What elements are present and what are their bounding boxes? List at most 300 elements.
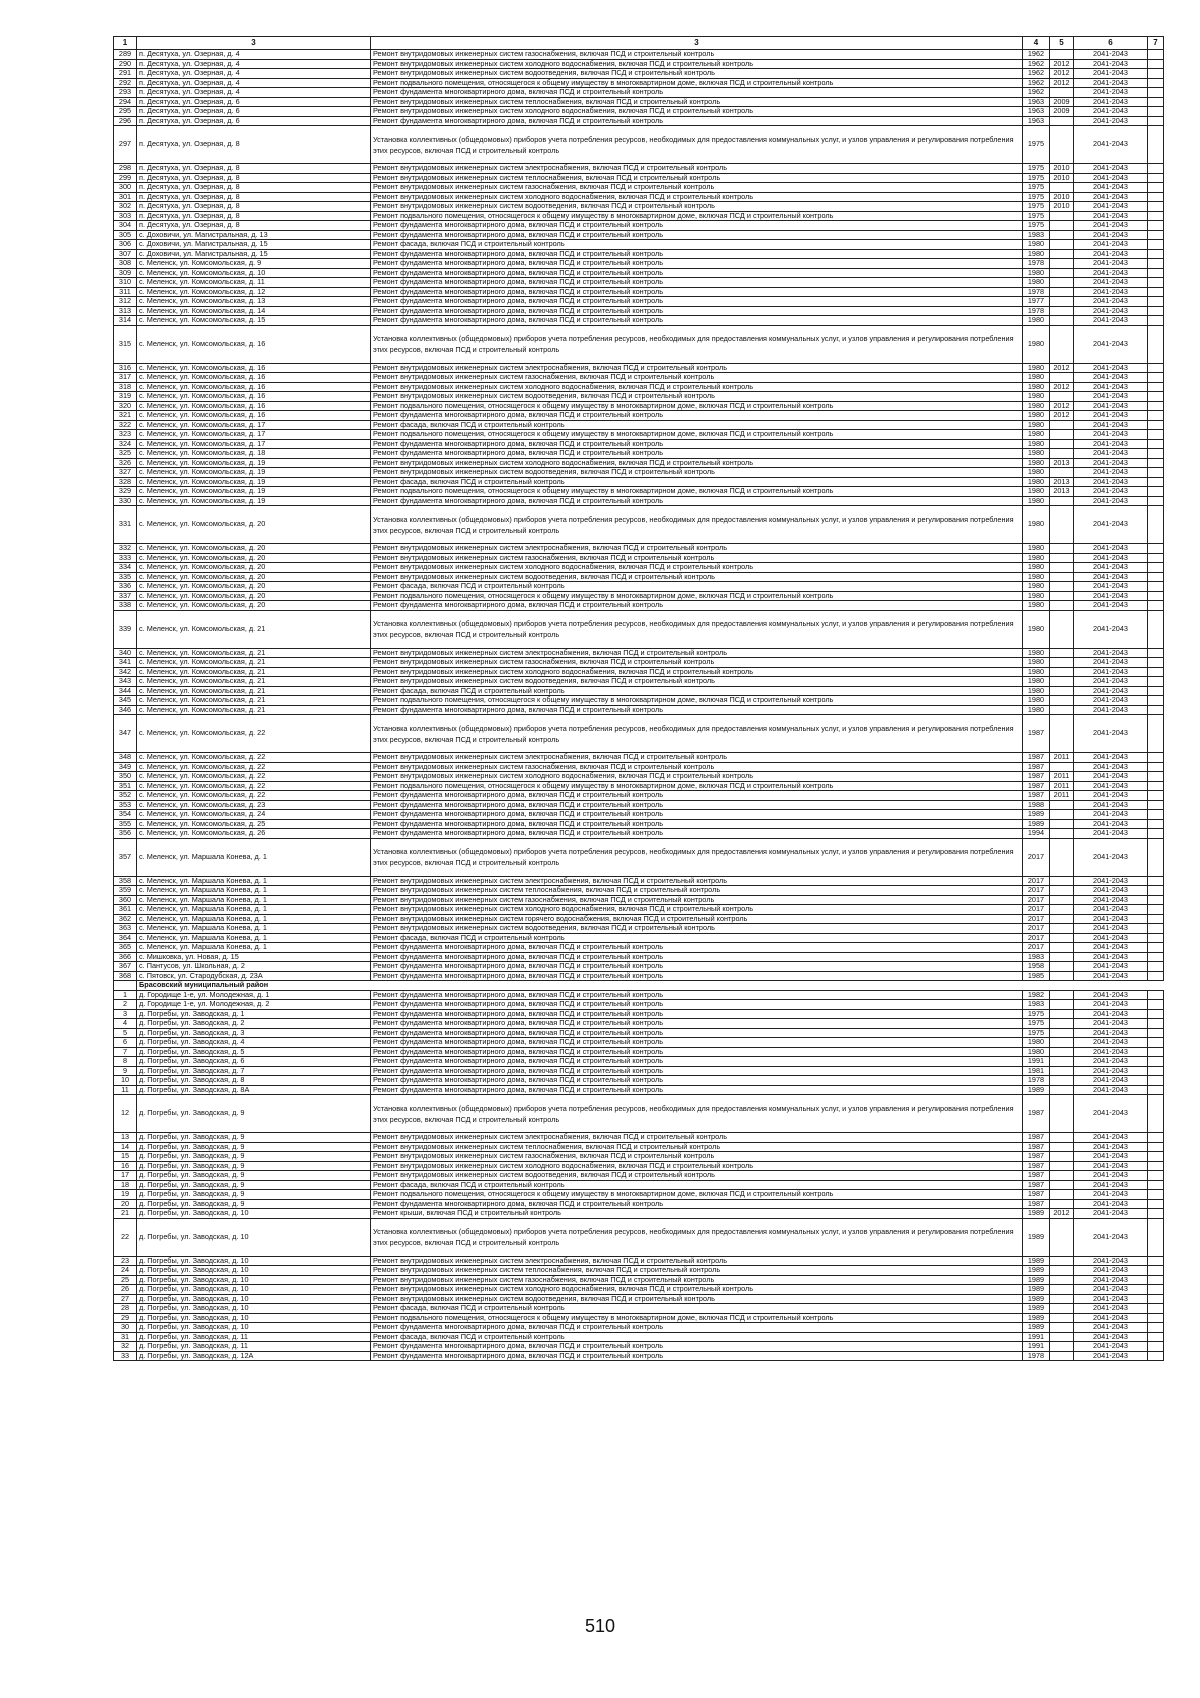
extra-cell <box>1148 78 1164 88</box>
extra-cell <box>1148 1285 1164 1295</box>
built-year-cell: 1975 <box>1023 192 1050 202</box>
row-number-cell: 307 <box>114 249 137 259</box>
extra-cell <box>1148 1038 1164 1048</box>
extra-cell <box>1148 886 1164 896</box>
address-cell: д. Погребы, ул. Заводская, д. 3 <box>137 1028 371 1038</box>
built-year-cell: 1980 <box>1023 677 1050 687</box>
table-row <box>114 211 1164 221</box>
extra-cell <box>1148 392 1164 402</box>
row-number-cell: 342 <box>114 667 137 677</box>
built-year-cell: 1980 <box>1023 686 1050 696</box>
planned-period-cell: 2041-2043 <box>1074 230 1148 240</box>
built-year-cell: 1980 <box>1023 458 1050 468</box>
row-number-cell: 340 <box>114 648 137 658</box>
work-type-cell: Ремонт фундамента многоквартирного дома, включая ПСД и строительный контроль <box>371 962 1023 972</box>
row-number-cell: 318 <box>114 382 137 392</box>
built-year-cell: 1987 <box>1023 1161 1050 1171</box>
extra-cell <box>1148 420 1164 430</box>
planned-period-cell: 2041-2043 <box>1074 753 1148 763</box>
extra-cell <box>1148 791 1164 801</box>
work-type-cell: Ремонт внутридомовых инженерных систем холодного водоснабжения, включая ПСД и строительный контроль <box>371 382 1023 392</box>
row-number-cell: 1 <box>114 990 137 1000</box>
planned-period-cell: 2041-2043 <box>1074 658 1148 668</box>
extra-cell <box>1148 287 1164 297</box>
planned-period-cell: 2041-2043 <box>1074 1095 1148 1133</box>
row-number-cell: 295 <box>114 107 137 117</box>
extra-cell <box>1148 278 1164 288</box>
work-type-cell: Ремонт подвального помещения, относящегося к общему имуществу в многоквартирном доме, включая ПСД и строительный контроль <box>371 78 1023 88</box>
address-cell: с. Меленск, ул. Комсомольская, д. 21 <box>137 658 371 668</box>
built-year-cell: 1980 <box>1023 411 1050 421</box>
extra-cell <box>1148 230 1164 240</box>
table-row <box>114 943 1164 953</box>
built-year-cell: 1982 <box>1023 990 1050 1000</box>
planned-period-cell: 2041-2043 <box>1074 819 1148 829</box>
planned-period-cell: 2041-2043 <box>1074 943 1148 953</box>
address-cell: п. Десятуха, ул. Озерная, д. 4 <box>137 78 371 88</box>
built-year-cell: 1987 <box>1023 762 1050 772</box>
row-number-cell: 322 <box>114 420 137 430</box>
work-type-cell: Ремонт фундамента многоквартирного дома, включая ПСД и строительный контроль <box>371 1076 1023 1086</box>
work-type-cell: Установка коллективных (общедомовых) приборов учета потребления ресурсов, необходимых для предоставления коммунальных услуг, и узлов управления и регулирования потребления этих ресурсов, включая ПСД и строительный контроль <box>371 506 1023 544</box>
work-type-cell: Ремонт внутридомовых инженерных систем водоотведения, включая ПСД и строительный контроль <box>371 677 1023 687</box>
row-number-cell: 367 <box>114 962 137 972</box>
last-repair-year-cell <box>1050 895 1074 905</box>
work-type-cell: Ремонт фундамента многоквартирного дома, включая ПСД и строительный контроль <box>371 1199 1023 1209</box>
last-repair-year-cell <box>1050 1152 1074 1162</box>
extra-cell <box>1148 601 1164 611</box>
address-cell: д. Погребы, ул. Заводская, д. 9 <box>137 1190 371 1200</box>
address-cell: с. Меленск, ул. Комсомольская, д. 19 <box>137 458 371 468</box>
address-cell: с. Меленск, ул. Комсомольская, д. 21 <box>137 705 371 715</box>
table-row <box>114 107 1164 117</box>
address-cell: д. Погребы, ул. Заводская, д. 6 <box>137 1057 371 1067</box>
table-row <box>114 1019 1164 1029</box>
last-repair-year-cell <box>1050 1285 1074 1295</box>
last-repair-year-cell <box>1050 1313 1074 1323</box>
address-cell: с. Меленск, ул. Комсомольская, д. 17 <box>137 430 371 440</box>
last-repair-year-cell <box>1050 1000 1074 1010</box>
address-cell: с. Меленск, ул. Маршала Конева, д. 1 <box>137 943 371 953</box>
extra-cell <box>1148 297 1164 307</box>
built-year-cell: 1980 <box>1023 240 1050 250</box>
address-cell: д. Погребы, ул. Заводская, д. 9 <box>137 1095 371 1133</box>
address-cell: с. Меленск, ул. Комсомольская, д. 25 <box>137 819 371 829</box>
planned-period-cell: 2041-2043 <box>1074 696 1148 706</box>
planned-period-cell: 2041-2043 <box>1074 591 1148 601</box>
work-type-cell: Ремонт внутридомовых инженерных систем холодного водоснабжения, включая ПСД и строительный контроль <box>371 458 1023 468</box>
row-number-cell: 28 <box>114 1304 137 1314</box>
table-row <box>114 933 1164 943</box>
row-number-cell: 345 <box>114 696 137 706</box>
planned-period-cell: 2041-2043 <box>1074 1285 1148 1295</box>
extra-cell <box>1148 1256 1164 1266</box>
work-type-cell: Ремонт фасада, включая ПСД и строительный контроль <box>371 1332 1023 1342</box>
row-number-cell: 349 <box>114 762 137 772</box>
extra-cell <box>1148 59 1164 69</box>
extra-cell <box>1148 411 1164 421</box>
built-year-cell: 1980 <box>1023 601 1050 611</box>
extra-cell <box>1148 553 1164 563</box>
built-year-cell: 1980 <box>1023 430 1050 440</box>
built-year-cell: 1975 <box>1023 173 1050 183</box>
table-row <box>114 601 1164 611</box>
planned-period-cell: 2041-2043 <box>1074 1323 1148 1333</box>
row-number-cell: 19 <box>114 1190 137 1200</box>
work-type-cell: Ремонт внутридомовых инженерных систем водоотведения, включая ПСД и строительный контроль <box>371 69 1023 79</box>
row-number-cell: 302 <box>114 202 137 212</box>
work-type-cell: Ремонт фундамента многоквартирного дома, включая ПСД и строительный контроль <box>371 990 1023 1000</box>
extra-cell <box>1148 373 1164 383</box>
built-year-cell: 1962 <box>1023 69 1050 79</box>
last-repair-year-cell <box>1050 800 1074 810</box>
table-row <box>114 59 1164 69</box>
planned-period-cell: 2041-2043 <box>1074 667 1148 677</box>
built-year-cell: 1978 <box>1023 1351 1050 1361</box>
table-row <box>114 1342 1164 1352</box>
extra-cell <box>1148 1009 1164 1019</box>
planned-period-cell: 2041-2043 <box>1074 192 1148 202</box>
planned-period-cell: 2041-2043 <box>1074 886 1148 896</box>
work-type-cell: Ремонт фундамента многоквартирного дома, включая ПСД и строительный контроль <box>371 705 1023 715</box>
planned-period-cell: 2041-2043 <box>1074 810 1148 820</box>
work-type-cell: Ремонт внутридомовых инженерных систем холодного водоснабжения, включая ПСД и строительный контроль <box>371 905 1023 915</box>
address-cell: с. Меленск, ул. Комсомольская, д. 20 <box>137 591 371 601</box>
address-cell: п. Десятуха, ул. Озерная, д. 4 <box>137 50 371 60</box>
table-row <box>114 420 1164 430</box>
built-year-cell: 1980 <box>1023 544 1050 554</box>
built-year-cell: 1980 <box>1023 591 1050 601</box>
work-type-cell: Ремонт внутридомовых инженерных систем электроснабжения, включая ПСД и строительный контроль <box>371 363 1023 373</box>
planned-period-cell: 2041-2043 <box>1074 97 1148 107</box>
address-cell: с. Меленск, ул. Комсомольская, д. 21 <box>137 648 371 658</box>
extra-cell <box>1148 658 1164 668</box>
table-row <box>114 325 1164 363</box>
row-number-cell: 347 <box>114 715 137 753</box>
table-row <box>114 1294 1164 1304</box>
address-cell: д. Погребы, ул. Заводская, д. 1 <box>137 1009 371 1019</box>
table-body <box>114 50 1164 1361</box>
work-type-cell: Ремонт внутридомовых инженерных систем холодного водоснабжения, включая ПСД и строительный контроль <box>371 772 1023 782</box>
address-cell: с. Меленск, ул. Комсомольская, д. 17 <box>137 420 371 430</box>
extra-cell <box>1148 240 1164 250</box>
row-number-cell: 366 <box>114 952 137 962</box>
work-type-cell: Ремонт внутридомовых инженерных систем горячего водоснабжения, включая ПСД и строительный контроль <box>371 914 1023 924</box>
row-number-cell: 21 <box>114 1209 137 1219</box>
built-year-cell: 1978 <box>1023 287 1050 297</box>
row-number-cell: 12 <box>114 1095 137 1133</box>
address-cell: д. Погребы, ул. Заводская, д. 10 <box>137 1275 371 1285</box>
planned-period-cell: 2041-2043 <box>1074 1038 1148 1048</box>
built-year-cell: 1978 <box>1023 306 1050 316</box>
extra-cell <box>1148 97 1164 107</box>
built-year-cell: 1980 <box>1023 553 1050 563</box>
address-cell: п. Десятуха, ул. Озерная, д. 8 <box>137 164 371 174</box>
row-number-cell: 355 <box>114 819 137 829</box>
table-row <box>114 230 1164 240</box>
header-col-address: 3 <box>137 37 371 50</box>
last-repair-year-cell <box>1050 971 1074 981</box>
extra-cell <box>1148 116 1164 126</box>
table-row <box>114 658 1164 668</box>
built-year-cell: 1980 <box>1023 648 1050 658</box>
row-number-cell: 298 <box>114 164 137 174</box>
extra-cell <box>1148 895 1164 905</box>
table-row <box>114 477 1164 487</box>
address-cell: д. Погребы, ул. Заводская, д. 7 <box>137 1066 371 1076</box>
work-type-cell: Установка коллективных (общедомовых) приборов учета потребления ресурсов, необходимых для предоставления коммунальных услуг, и узлов управления и регулирования потребления этих ресурсов, включая ПСД и строительный контроль <box>371 610 1023 648</box>
address-cell: д. Городище 1-е, ул. Молодежная, д. 2 <box>137 1000 371 1010</box>
last-repair-year-cell <box>1050 1047 1074 1057</box>
row-number-cell: 343 <box>114 677 137 687</box>
planned-period-cell: 2041-2043 <box>1074 1057 1148 1067</box>
address-cell: с. Меленск, ул. Комсомольская, д. 19 <box>137 477 371 487</box>
built-year-cell: 1980 <box>1023 496 1050 506</box>
last-repair-year-cell <box>1050 762 1074 772</box>
last-repair-year-cell <box>1050 249 1074 259</box>
work-type-cell: Ремонт фундамента многоквартирного дома, включая ПСД и строительный контроль <box>371 496 1023 506</box>
built-year-cell: 1980 <box>1023 582 1050 592</box>
address-cell: с. Меленск, ул. Маршала Конева, д. 1 <box>137 905 371 915</box>
last-repair-year-cell <box>1050 1180 1074 1190</box>
built-year-cell: 1962 <box>1023 59 1050 69</box>
built-year-cell: 1980 <box>1023 249 1050 259</box>
built-year-cell: 1980 <box>1023 316 1050 326</box>
address-cell: д. Погребы, ул. Заводская, д. 9 <box>137 1180 371 1190</box>
built-year-cell: 1980 <box>1023 1047 1050 1057</box>
extra-cell <box>1148 962 1164 972</box>
work-type-cell: Ремонт внутридомовых инженерных систем газоснабжения, включая ПСД и строительный контроль <box>371 1152 1023 1162</box>
work-type-cell: Ремонт фундамента многоквартирного дома, включая ПСД и строительный контроль <box>371 971 1023 981</box>
table-row <box>114 278 1164 288</box>
last-repair-year-cell <box>1050 952 1074 962</box>
work-type-cell: Ремонт внутридомовых инженерных систем теплоснабжения, включая ПСД и строительный контроль <box>371 173 1023 183</box>
built-year-cell: 1980 <box>1023 382 1050 392</box>
built-year-cell: 1980 <box>1023 401 1050 411</box>
planned-period-cell: 2041-2043 <box>1074 306 1148 316</box>
row-number-cell: 321 <box>114 411 137 421</box>
row-number-cell: 27 <box>114 1294 137 1304</box>
planned-period-cell: 2041-2043 <box>1074 1066 1148 1076</box>
address-cell: с. Меленск, ул. Комсомольская, д. 14 <box>137 306 371 316</box>
work-type-cell: Ремонт фундамента многоквартирного дома, включая ПСД и строительный контроль <box>371 249 1023 259</box>
built-year-cell: 1989 <box>1023 1218 1050 1256</box>
extra-cell <box>1148 221 1164 231</box>
last-repair-year-cell: 2011 <box>1050 791 1074 801</box>
address-cell: с. Меленск, ул. Комсомольская, д. 23 <box>137 800 371 810</box>
last-repair-year-cell: 2012 <box>1050 69 1074 79</box>
last-repair-year-cell <box>1050 705 1074 715</box>
row-number-cell: 350 <box>114 772 137 782</box>
work-type-cell: Ремонт внутридомовых инженерных систем холодного водоснабжения, включая ПСД и строительный контроль <box>371 192 1023 202</box>
work-type-cell: Ремонт внутридомовых инженерных систем газоснабжения, включая ПСД и строительный контроль <box>371 658 1023 668</box>
row-number-cell: 365 <box>114 943 137 953</box>
address-cell: д. Погребы, ул. Заводская, д. 9 <box>137 1161 371 1171</box>
work-type-cell: Ремонт подвального помещения, относящегося к общему имуществу в многоквартирном доме, включая ПСД и строительный контроль <box>371 211 1023 221</box>
extra-cell <box>1148 126 1164 164</box>
work-type-cell: Установка коллективных (общедомовых) приборов учета потребления ресурсов, необходимых для предоставления коммунальных услуг, и узлов управления и регулирования потребления этих ресурсов, включая ПСД и строительный контроль <box>371 715 1023 753</box>
row-number-cell: 328 <box>114 477 137 487</box>
planned-period-cell: 2041-2043 <box>1074 1294 1148 1304</box>
work-type-cell: Ремонт внутридомовых инженерных систем электроснабжения, включая ПСД и строительный контроль <box>371 876 1023 886</box>
table-row <box>114 952 1164 962</box>
work-type-cell: Ремонт подвального помещения, относящегося к общему имуществу в многоквартирном доме, включая ПСД и строительный контроль <box>371 591 1023 601</box>
built-year-cell: 1980 <box>1023 1038 1050 1048</box>
planned-period-cell: 2041-2043 <box>1074 278 1148 288</box>
table-row <box>114 78 1164 88</box>
extra-cell <box>1148 1294 1164 1304</box>
work-type-cell: Ремонт фундамента многоквартирного дома, включая ПСД и строительный контроль <box>371 411 1023 421</box>
work-type-cell: Ремонт фундамента многоквартирного дома, включая ПСД и строительный контроль <box>371 1038 1023 1048</box>
table-row <box>114 401 1164 411</box>
work-type-cell: Ремонт внутридомовых инженерных систем газоснабжения, включая ПСД и строительный контроль <box>371 762 1023 772</box>
address-cell: с. Меленск, ул. Комсомольская, д. 15 <box>137 316 371 326</box>
extra-cell <box>1148 1152 1164 1162</box>
last-repair-year-cell <box>1050 1171 1074 1181</box>
table-row <box>114 1000 1164 1010</box>
address-cell: с. Меленск, ул. Комсомольская, д. 21 <box>137 696 371 706</box>
table-row <box>114 962 1164 972</box>
work-type-cell: Ремонт подвального помещения, относящегося к общему имуществу в многоквартирном доме, включая ПСД и строительный контроль <box>371 1190 1023 1200</box>
planned-period-cell: 2041-2043 <box>1074 249 1148 259</box>
work-type-cell: Ремонт внутридомовых инженерных систем электроснабжения, включая ПСД и строительный контроль <box>371 164 1023 174</box>
work-type-cell: Установка коллективных (общедомовых) приборов учета потребления ресурсов, необходимых для предоставления коммунальных услуг, и узлов управления и регулирования потребления этих ресурсов, включая ПСД и строительный контроль <box>371 325 1023 363</box>
last-repair-year-cell <box>1050 553 1074 563</box>
extra-cell <box>1148 544 1164 554</box>
extra-cell <box>1148 572 1164 582</box>
planned-period-cell: 2041-2043 <box>1074 430 1148 440</box>
address-cell: с. Меленск, ул. Комсомольская, д. 22 <box>137 781 371 791</box>
table-row <box>114 1038 1164 1048</box>
work-type-cell: Ремонт фундамента многоквартирного дома, включая ПСД и строительный контроль <box>371 800 1023 810</box>
extra-cell <box>1148 363 1164 373</box>
work-type-cell: Ремонт фасада, включая ПСД и строительный контроль <box>371 240 1023 250</box>
address-cell: с. Меленск, ул. Комсомольская, д. 16 <box>137 373 371 383</box>
row-number-cell: 289 <box>114 50 137 60</box>
address-cell: д. Погребы, ул. Заводская, д. 10 <box>137 1313 371 1323</box>
planned-period-cell: 2041-2043 <box>1074 895 1148 905</box>
address-cell: с. Меленск, ул. Комсомольская, д. 22 <box>137 762 371 772</box>
last-repair-year-cell <box>1050 1342 1074 1352</box>
address-cell: п. Десятуха, ул. Озерная, д. 8 <box>137 173 371 183</box>
table-row <box>114 411 1164 421</box>
address-cell: д. Погребы, ул. Заводская, д. 2 <box>137 1019 371 1029</box>
last-repair-year-cell <box>1050 648 1074 658</box>
address-cell: п. Десятуха, ул. Озерная, д. 8 <box>137 126 371 164</box>
work-type-cell: Ремонт подвального помещения, относящегося к общему имуществу в многоквартирном доме, включая ПСД и строительный контроль <box>371 781 1023 791</box>
last-repair-year-cell: 2009 <box>1050 107 1074 117</box>
extra-cell <box>1148 1095 1164 1133</box>
extra-cell <box>1148 173 1164 183</box>
planned-period-cell: 2041-2043 <box>1074 1009 1148 1019</box>
address-cell: п. Десятуха, ул. Озерная, д. 6 <box>137 97 371 107</box>
address-cell: с. Меленск, ул. Комсомольская, д. 12 <box>137 287 371 297</box>
planned-period-cell: 2041-2043 <box>1074 1019 1148 1029</box>
extra-cell <box>1148 1133 1164 1143</box>
last-repair-year-cell <box>1050 449 1074 459</box>
table-row <box>114 924 1164 934</box>
built-year-cell: 2017 <box>1023 838 1050 876</box>
address-cell: с. Меленск, ул. Комсомольская, д. 20 <box>137 572 371 582</box>
built-year-cell: 1989 <box>1023 1275 1050 1285</box>
work-type-cell: Ремонт внутридомовых инженерных систем теплоснабжения, включая ПСД и строительный контроль <box>371 97 1023 107</box>
last-repair-year-cell <box>1050 1133 1074 1143</box>
address-cell: с. Меленск, ул. Комсомольская, д. 16 <box>137 392 371 402</box>
address-cell: с. Меленск, ул. Комсомольская, д. 24 <box>137 810 371 820</box>
built-year-cell: 2017 <box>1023 895 1050 905</box>
last-repair-year-cell <box>1050 933 1074 943</box>
last-repair-year-cell: 2012 <box>1050 411 1074 421</box>
work-type-cell: Установка коллективных (общедомовых) приборов учета потребления ресурсов, необходимых для предоставления коммунальных услуг, и узлов управления и регулирования потребления этих ресурсов, включая ПСД и строительный контроль <box>371 126 1023 164</box>
extra-cell <box>1148 943 1164 953</box>
work-type-cell: Ремонт фасада, включая ПСД и строительный контроль <box>371 582 1023 592</box>
table-row <box>114 1351 1164 1361</box>
address-cell: с. Меленск, ул. Комсомольская, д. 20 <box>137 506 371 544</box>
address-cell: с. Меленск, ул. Комсомольская, д. 16 <box>137 411 371 421</box>
last-repair-year-cell <box>1050 1057 1074 1067</box>
page-number: 510 <box>584 1616 616 1636</box>
table-row <box>114 1313 1164 1323</box>
last-repair-year-cell <box>1050 1085 1074 1095</box>
table-row <box>114 259 1164 269</box>
extra-cell <box>1148 1142 1164 1152</box>
table-row <box>114 192 1164 202</box>
repair-schedule-table <box>113 36 1164 1361</box>
built-year-cell: 1980 <box>1023 705 1050 715</box>
row-number-cell: 312 <box>114 297 137 307</box>
extra-cell <box>1148 800 1164 810</box>
extra-cell <box>1148 914 1164 924</box>
table-row <box>114 1142 1164 1152</box>
table-row <box>114 487 1164 497</box>
table-row <box>114 1190 1164 1200</box>
address-cell: д. Погребы, ул. Заводская, д. 11 <box>137 1342 371 1352</box>
row-number-cell: 335 <box>114 572 137 582</box>
last-repair-year-cell <box>1050 829 1074 839</box>
table-row <box>114 1152 1164 1162</box>
work-type-cell: Ремонт внутридомовых инженерных систем электроснабжения, включая ПСД и строительный контроль <box>371 753 1023 763</box>
last-repair-year-cell <box>1050 373 1074 383</box>
address-cell: с. Меленск, ул. Комсомольская, д. 9 <box>137 259 371 269</box>
planned-period-cell: 2041-2043 <box>1074 211 1148 221</box>
work-type-cell: Установка коллективных (общедомовых) приборов учета потребления ресурсов, необходимых для предоставления коммунальных услуг, и узлов управления и регулирования потребления этих ресурсов, включая ПСД и строительный контроль <box>371 838 1023 876</box>
last-repair-year-cell <box>1050 686 1074 696</box>
work-type-cell: Ремонт внутридомовых инженерных систем электроснабжения, включая ПСД и строительный контроль <box>371 1133 1023 1143</box>
last-repair-year-cell <box>1050 325 1074 363</box>
planned-period-cell: 2041-2043 <box>1074 601 1148 611</box>
work-type-cell: Ремонт внутридомовых инженерных систем газоснабжения, включая ПСД и строительный контроль <box>371 895 1023 905</box>
address-cell: с. Меленск, ул. Маршала Конева, д. 1 <box>137 838 371 876</box>
planned-period-cell: 2041-2043 <box>1074 715 1148 753</box>
section-title: Брасовский муниципальный район <box>137 981 1164 991</box>
planned-period-cell: 2041-2043 <box>1074 924 1148 934</box>
table-row <box>114 1161 1164 1171</box>
address-cell: с. Меленск, ул. Комсомольская, д. 20 <box>137 582 371 592</box>
extra-cell <box>1148 202 1164 212</box>
address-cell: с. Пятовск, ул. Стародубская, д. 23А <box>137 971 371 981</box>
last-repair-year-cell <box>1050 1038 1074 1048</box>
work-type-cell: Ремонт фасада, включая ПСД и строительный контроль <box>371 686 1023 696</box>
row-number-cell: 361 <box>114 905 137 915</box>
extra-cell <box>1148 990 1164 1000</box>
row-number-cell: 23 <box>114 1256 137 1266</box>
address-cell: п. Десятуха, ул. Озерная, д. 8 <box>137 183 371 193</box>
address-cell: с. Меленск, ул. Маршала Конева, д. 1 <box>137 924 371 934</box>
address-cell: с. Меленск, ул. Комсомольская, д. 18 <box>137 449 371 459</box>
row-number-cell: 359 <box>114 886 137 896</box>
table-row <box>114 1332 1164 1342</box>
built-year-cell: 1980 <box>1023 420 1050 430</box>
